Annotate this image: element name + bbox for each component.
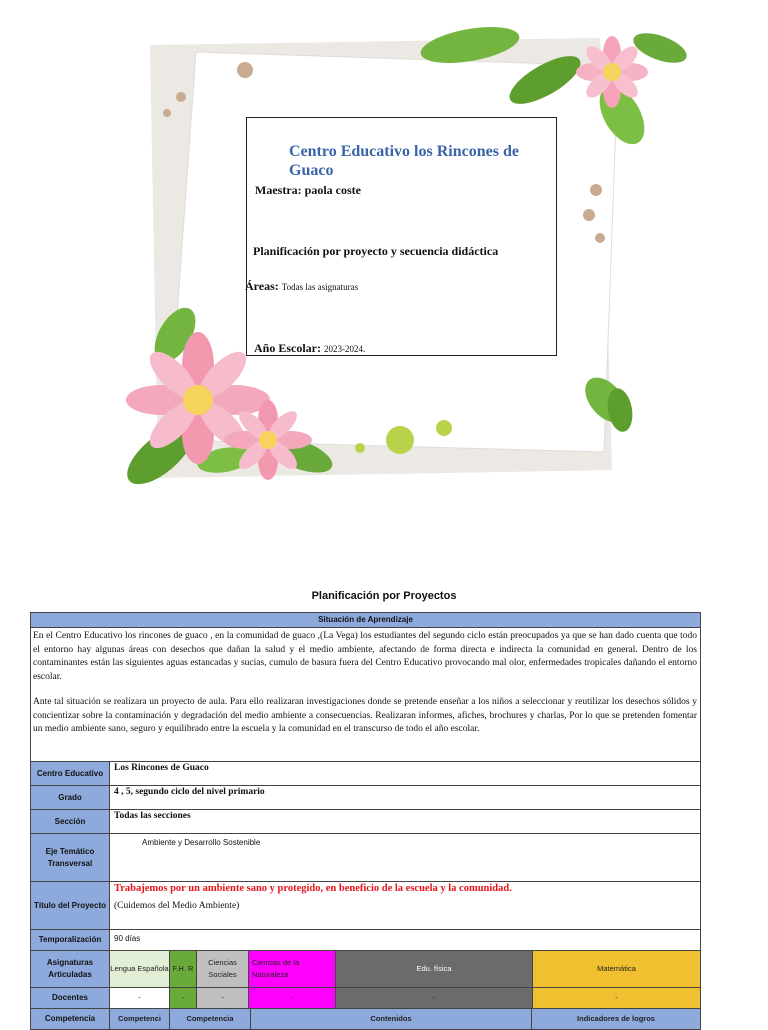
school-year-line [254,341,365,356]
docente-cell: - [197,988,249,1008]
row-titulo [31,881,700,929]
plan-type: Planificación por proyecto y secuencia didáctica [253,244,499,258]
row-eje [31,833,700,881]
header-indicadores: Indicadores de logros [577,1014,655,1023]
situacion-paragraph-1: En el Centro Educativo los rincones de guaco , en la comunidad de guaco ,(La Vega) los estudiantes del segundo ciclo están preocupados ya que se han dado cuenta que todo el entorno hay algunas áreas con desechos que dañan la salud y el medio ambiente, afectando de forma directa e indirecta la comunidad en general. Dentro de los contaminantes están las siguientes aguas estancadas y sucias, cumulo de basura fuera del Centro Educativo provocando mal olor, enfermedades tropicales dañando el entorno escolar. [33,631,697,682]
row-grado [31,785,700,809]
decor-dot [583,209,595,221]
row-docentes [31,987,700,1008]
document-heading: Planificación por Proyectos [311,590,457,602]
decor-dot [176,92,186,102]
school-title: Centro Educativo los Rincones de Guaco [289,143,519,179]
value-centro: Los Rincones de Guaco [114,763,209,773]
row-seccion [31,809,700,833]
header-competencia-2: Competenci [110,1009,170,1029]
decor-dot-green [355,443,365,453]
label-temporalizacion: Temporalización [31,930,110,950]
header-competencia-3: Competencia [170,1009,251,1029]
label-centro: Centro Educativo [31,762,110,785]
decor-dot [163,109,171,117]
docente-cell: - [336,988,533,1008]
decor-dot [595,233,605,243]
label-seccion: Sección [31,810,110,833]
docente-cell: - [110,988,170,1008]
row-temporalizacion [31,929,700,950]
subject-cell: F.H. R [170,951,197,987]
label-grado: Grado [31,786,110,809]
decor-dot [590,184,602,196]
school-year-value: 2023-2024. [324,344,366,354]
header-contenidos: Contenidos [251,1009,532,1029]
project-subtitle: (Cuidemos del Medio Ambiente) [114,901,240,911]
cover-info-box [246,117,557,356]
value-seccion: Todas las secciones [114,811,191,821]
label-docentes: Docentes [31,988,110,1008]
areas-line [245,279,358,294]
situacion-paragraph-2: Ante tal situación se realizara un proyecto de aula. Para ello realizaran investigaciones donde se pretende enseñar a los niños a seleccionar y reutilizar los desechos sólidos y concientizar sobre la contaminación y degradación del medio ambiente a consecuencias. Realizaran informes, afiches, brochures y charlas, Por lo que se pretenden fomentar un medio ambiente sano, seguro y equilibrado entre la escuela y la comunidad en el transcurso de todo el año escolar. [33,697,697,734]
decor-dot [237,62,253,78]
value-eje: Ambiente y Desarrollo Sostenible [142,838,261,847]
project-title: Trabajemos por un ambiente sano y protegido, en beneficio de la escuela y la comunidad. [114,883,512,894]
subject-cell: Matemática [533,951,700,987]
label-eje: Eje Temático Transversal [31,834,110,881]
school-year-label: Año Escolar: [254,341,321,355]
value-titulo-cell [110,882,700,929]
docente-cell: - [170,988,197,1008]
decor-dot-green [386,426,414,454]
subject-cell: Ciencias de la Naturaleza [249,951,336,987]
row-bottom-headers [31,1008,700,1029]
row-asignaturas [31,950,700,987]
label-titulo: Título del Proyecto [31,882,110,929]
subject-cell: Ciencias Sociales [197,951,249,987]
docente-cell: - [249,988,336,1008]
areas-value: Todas las asignaturas [281,282,359,292]
value-temporalizacion: 90 días [114,934,141,943]
label-asignaturas: Asignaturas Articuladas [31,951,110,987]
subject-cell: Lengua Española [110,951,170,987]
planning-table [30,612,701,1030]
header-competencia: Competencia [31,1009,110,1029]
row-centro [31,761,700,785]
areas-label: Áreas: [245,279,279,293]
teacher-name: Maestra: paola coste [255,183,361,197]
docente-cell: - [533,988,700,1008]
subject-cell: Edu. física [336,951,533,987]
value-grado: 4 , 5, segundo ciclo del nivel primario [114,787,265,797]
situacion-header: Situación de Aprendizaje [31,613,700,628]
decor-dot-green [436,420,452,436]
